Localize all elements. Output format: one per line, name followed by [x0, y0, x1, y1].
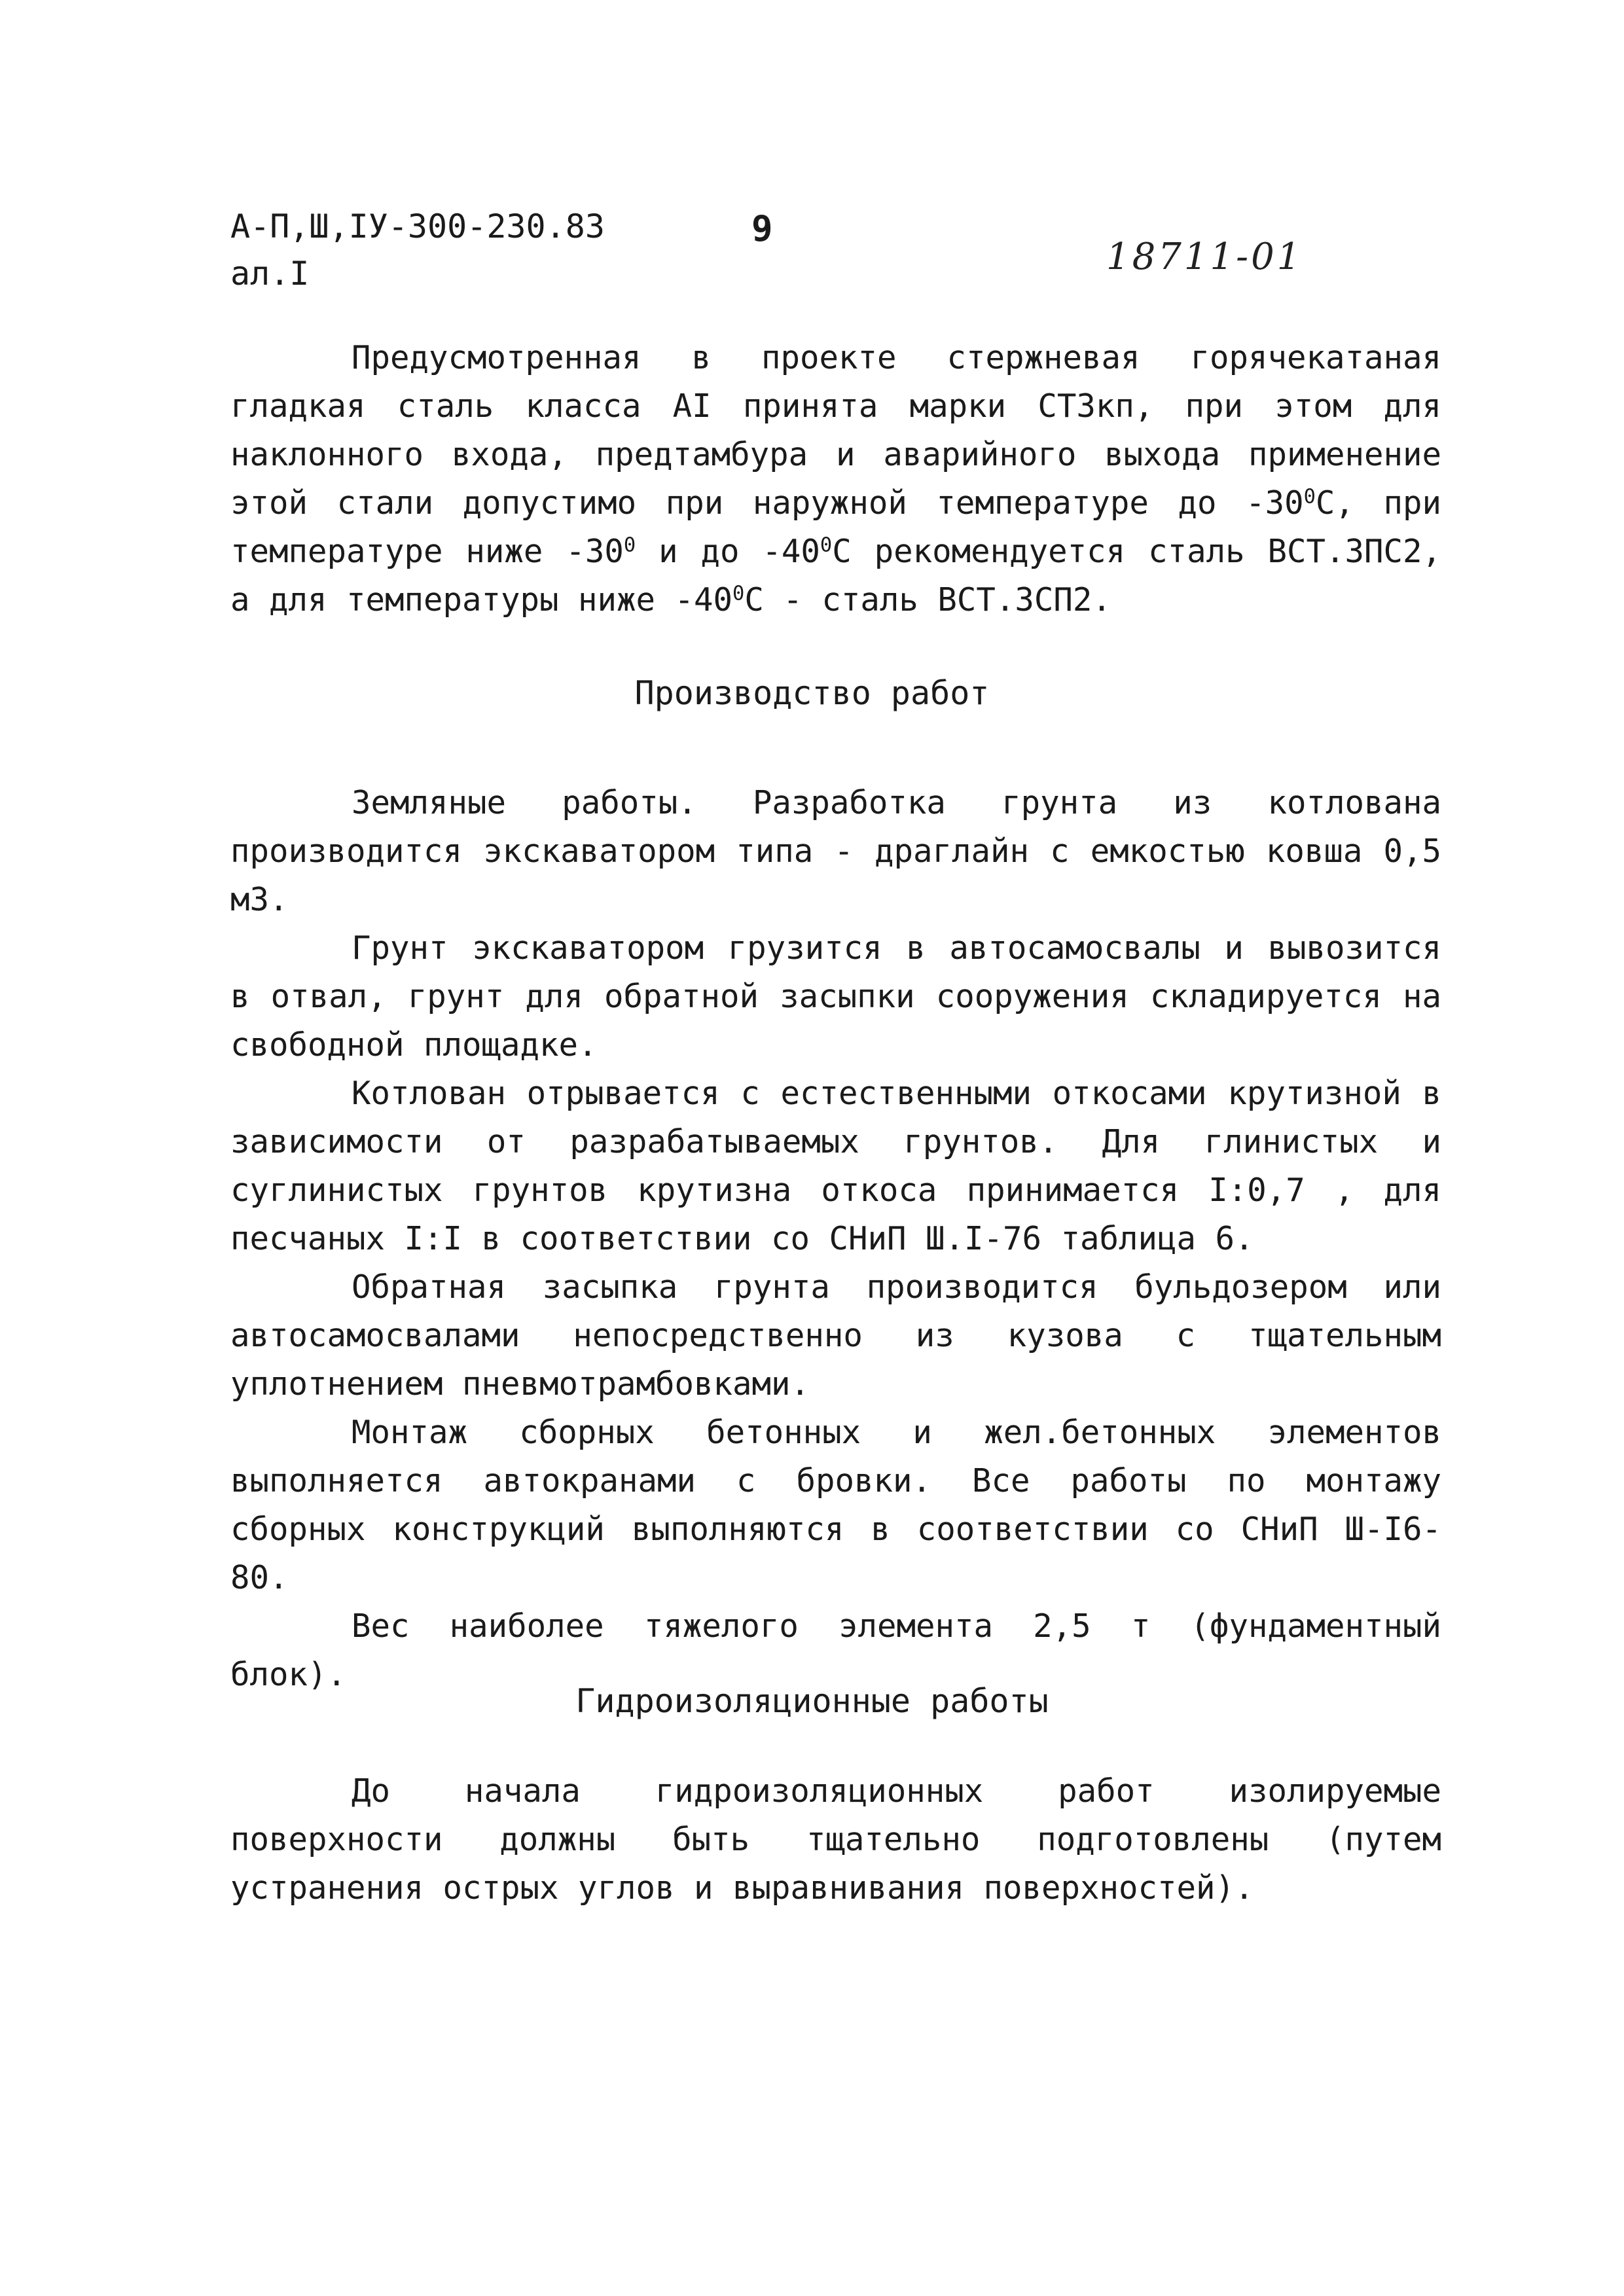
paragraph-pit-slopes: Котлован отрывается с естественными откосами крутизной в зависимости от разрабатываемых грунтов. Для глинистых и суглинистых грунтов крутизна откоса принимается I:0,7 , для песчаных I:I в соответствии со СНиП Ш.I-76 таблица 6.: [230, 1075, 1441, 1257]
document-code: [230, 203, 605, 297]
degree-superscript-2: 0: [623, 533, 636, 557]
intro-text-part5: С - сталь ВСТ.3СП2.: [744, 581, 1111, 619]
document-code-line2: ал.I: [230, 255, 310, 293]
degree-superscript-3: 0: [820, 533, 833, 557]
paragraph-heaviest-element: Вес наиболее тяжелого элемента 2,5 т (фундаментный блок).: [230, 1607, 1441, 1693]
page-number: 9: [751, 208, 773, 249]
section-heading-production: Производство работ: [634, 674, 990, 712]
section-heading-waterproofing: Гидроизоляционные работы: [575, 1682, 1049, 1720]
handwritten-archive-number: 18711-01: [1106, 236, 1303, 278]
paragraph-surface-preparation: До начала гидроизоляционных работ изолируемые поверхности должны быть тщательно подготовлены (путем устранения острых углов и выравнивания поверхностей).: [230, 1772, 1441, 1907]
intro-text-part4: С рекомендуется сталь ВСТ.3ПС2, а для температуры ниже -40: [230, 533, 1441, 619]
intro-text-part1: Предусмотренная в проекте стержневая горячекатаная гладкая сталь класса АI принята марки СТ3кп, при этом для наклонного входа, предтамбура и аварийного выхода применение этой стали допустимо при наружной температуре до -30: [230, 339, 1441, 522]
paragraph-backfill: Обратная засыпка грунта производится бульдозером или автосамосвалами непосредственно из кузова с тщательным уплотнением пневмотрамбовками.: [230, 1268, 1441, 1403]
paragraph-soil-loading: Грунт экскаватором грузится в автосамосвалы и вывозится в отвал, грунт для обратной засыпки сооружения складируется на свободной площадке.: [230, 929, 1441, 1064]
paragraph-earthworks: Земляные работы. Разработка грунта из котлована производится экскаватором типа - драглайн с емкостью ковша 0,5 м3.: [230, 784, 1441, 918]
paragraph-assembly: Монтаж сборных бетонных и жел.бетонных элементов выполняется автокранами с бровки. Все работы по монтажу сборных конструкций выполняются в соответствии со СНиП Ш-I6-80.: [230, 1414, 1441, 1596]
intro-paragraph-block: [230, 334, 1441, 624]
section1-body: [230, 779, 1441, 1699]
section2-body: [230, 1767, 1441, 1912]
degree-superscript-4: 0: [732, 582, 745, 605]
degree-superscript-1: 0: [1303, 485, 1316, 509]
intro-paragraph: [230, 334, 1441, 624]
intro-text-part2: С, при температуре ниже -30: [230, 484, 1441, 570]
intro-text-part3: и до -40: [636, 533, 820, 570]
document-code-line1: А-П,Ш,IУ-300-230.83: [230, 207, 605, 245]
